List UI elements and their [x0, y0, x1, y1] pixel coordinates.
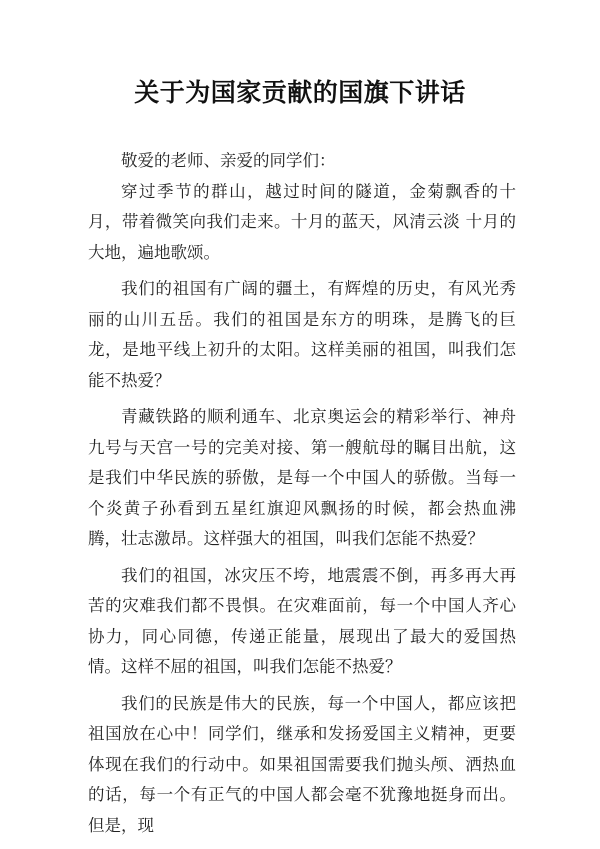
document-body — [88, 146, 516, 847]
paragraph: 穿过季节的群山，越过时间的隧道，金菊飘香的十月，带着微笑向我们走来。十月的蓝天，风清云淡 十月的大地，遍地歌颂。 — [88, 181, 516, 262]
paragraph: 青藏铁路的顺利通车、北京奥运会的精彩举行、神舟九号与天宫一号的完美对接、第一艘航母的瞩目出航，这是我们中华民族的骄傲，是每一个中国人的骄傲。当每一个炎黄子孙看到五星红旗迎风飘扬的时候，都会热血沸腾，壮志激昂。这样强大的祖国，叫我们怎能不热爱？ — [88, 407, 516, 548]
paragraph: 我们的祖国有广阔的疆土，有辉煌的历史，有风光秀丽的山川五岳。我们的祖国是东方的明珠，是腾飞的巨龙，是地平线上初升的太阳。这样美丽的祖国，叫我们怎能不热爱？ — [88, 279, 516, 390]
document-title: 关于为国家贡献的国旗下讲话 — [134, 78, 466, 107]
paragraph: 我们的民族是伟大的民族，每一个中国人，都应该把祖国放在心中！同学们，继承和发扬爱国主义精神，更要体现在我们的行动中。如果祖国需要我们抛头颅、洒热血的话，每一个有正气的中国人都会毫不犹豫地挺身而出。但是，现 — [88, 693, 516, 835]
paragraph: 我们的祖国，冰灾压不垮，地震震不倒，再多再大再苦的灾难我们都不畏惧。在灾难面前，每一个中国人齐心协力，同心同德，传递正能量，展现出了最大的爱国热情。这样不屈的祖国，叫我们怎能不热爱？ — [88, 565, 516, 676]
greeting-line: 敬爱的老师、亲爱的同学们： — [121, 151, 336, 170]
